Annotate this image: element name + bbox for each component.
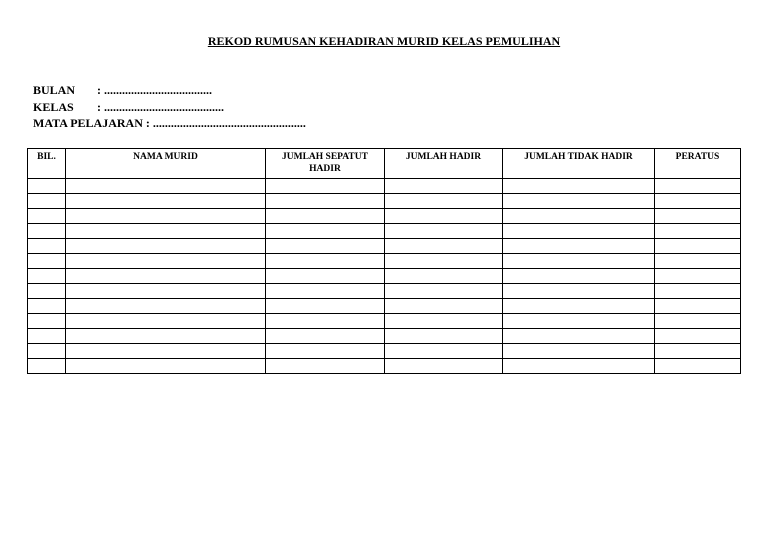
table-cell[interactable] [655, 269, 741, 284]
field-kelas-value: : ........................................ [97, 99, 224, 114]
table-cell[interactable] [655, 254, 741, 269]
table-cell[interactable] [28, 344, 66, 359]
header-peratus: PERATUS [655, 149, 741, 179]
table-cell[interactable] [503, 299, 655, 314]
table-cell[interactable] [385, 224, 503, 239]
table-cell[interactable] [266, 284, 385, 299]
header-bil: BIL. [28, 149, 66, 179]
table-cell[interactable] [66, 359, 266, 374]
table-row [28, 254, 741, 269]
table-cell[interactable] [385, 239, 503, 254]
table-cell[interactable] [385, 314, 503, 329]
table-cell[interactable] [503, 194, 655, 209]
table-cell[interactable] [28, 209, 66, 224]
table-cell[interactable] [66, 254, 266, 269]
table-row [28, 284, 741, 299]
table-cell[interactable] [503, 359, 655, 374]
table-cell[interactable] [266, 179, 385, 194]
table-cell[interactable] [503, 269, 655, 284]
field-bulan-label: BULAN [33, 83, 76, 97]
table-cell[interactable] [503, 284, 655, 299]
table-cell[interactable] [655, 209, 741, 224]
table-cell[interactable] [385, 329, 503, 344]
table-cell[interactable] [385, 344, 503, 359]
table-row [28, 194, 741, 209]
table-cell[interactable] [266, 299, 385, 314]
table-cell[interactable] [655, 284, 741, 299]
table-cell[interactable] [66, 194, 266, 209]
field-mata-pelajaran-label: MATA PELAJARAN [33, 116, 143, 130]
table-cell[interactable] [503, 254, 655, 269]
table-cell[interactable] [28, 269, 66, 284]
table-cell[interactable] [66, 179, 266, 194]
table-cell[interactable] [28, 359, 66, 374]
table-cell[interactable] [28, 224, 66, 239]
table-cell[interactable] [66, 344, 266, 359]
field-bulan-value: : .................................... [97, 83, 212, 97]
table-cell[interactable] [66, 269, 266, 284]
table-row [28, 299, 741, 314]
table-cell[interactable] [28, 179, 66, 194]
table-cell[interactable] [385, 269, 503, 284]
table-cell[interactable] [655, 299, 741, 314]
table-cell[interactable] [655, 239, 741, 254]
table-cell[interactable] [28, 254, 66, 269]
header-jumlah-sepatut-hadir: JUMLAH SEPATUT HADIR [266, 149, 385, 179]
table-cell[interactable] [66, 239, 266, 254]
table-cell[interactable] [385, 284, 503, 299]
table-cell[interactable] [385, 194, 503, 209]
table-header-row [28, 149, 741, 179]
field-bulan [33, 82, 306, 99]
table-row [28, 209, 741, 224]
header-nama-murid: NAMA MURID [66, 149, 266, 179]
table-cell[interactable] [266, 224, 385, 239]
table-cell[interactable] [66, 299, 266, 314]
table-cell[interactable] [385, 359, 503, 374]
field-kelas [33, 99, 306, 116]
table-row [28, 314, 741, 329]
table-cell[interactable] [655, 194, 741, 209]
table-cell[interactable] [655, 224, 741, 239]
form-fields [33, 82, 306, 132]
table-cell[interactable] [28, 239, 66, 254]
table-cell[interactable] [503, 344, 655, 359]
table-cell[interactable] [66, 329, 266, 344]
table-cell[interactable] [28, 284, 66, 299]
table-cell[interactable] [266, 269, 385, 284]
table-cell[interactable] [655, 179, 741, 194]
table-cell[interactable] [655, 344, 741, 359]
table-cell[interactable] [28, 299, 66, 314]
table-cell[interactable] [655, 329, 741, 344]
table-cell[interactable] [266, 194, 385, 209]
field-kelas-label: KELAS [33, 99, 74, 114]
table-cell[interactable] [503, 329, 655, 344]
table-cell[interactable] [66, 224, 266, 239]
field-mata-pelajaran-value: : ................................................... [142, 116, 306, 130]
table-cell[interactable] [266, 314, 385, 329]
table-row [28, 344, 741, 359]
table-cell[interactable] [503, 224, 655, 239]
table-cell[interactable] [385, 209, 503, 224]
table-cell[interactable] [503, 179, 655, 194]
table-cell[interactable] [503, 314, 655, 329]
table-cell[interactable] [503, 209, 655, 224]
table-cell[interactable] [385, 254, 503, 269]
table-row [28, 359, 741, 374]
table-cell[interactable] [266, 344, 385, 359]
table-cell[interactable] [655, 359, 741, 374]
document-title: REKOD RUMUSAN KEHADIRAN MURID KELAS PEMULIHAN [207, 34, 561, 48]
header-jumlah-tidak-hadir: JUMLAH TIDAK HADIR [503, 149, 655, 179]
table-cell[interactable] [28, 329, 66, 344]
table-cell[interactable] [385, 299, 503, 314]
table-cell[interactable] [266, 254, 385, 269]
table-cell[interactable] [28, 314, 66, 329]
table-cell[interactable] [266, 329, 385, 344]
table-row [28, 224, 741, 239]
table-row [28, 329, 741, 344]
attendance-table [27, 148, 741, 374]
table-cell[interactable] [28, 194, 66, 209]
table-cell[interactable] [66, 284, 266, 299]
field-mata-pelajaran [33, 115, 306, 132]
table-cell[interactable] [503, 239, 655, 254]
table-cell[interactable] [385, 179, 503, 194]
table-cell[interactable] [266, 359, 385, 374]
table-cell[interactable] [66, 209, 266, 224]
table-row [28, 269, 741, 284]
table-cell[interactable] [266, 209, 385, 224]
table-cell[interactable] [66, 314, 266, 329]
table-cell[interactable] [266, 239, 385, 254]
table-row [28, 239, 741, 254]
table-cell[interactable] [655, 314, 741, 329]
header-jumlah-hadir: JUMLAH HADIR [385, 149, 503, 179]
table-row [28, 179, 741, 194]
